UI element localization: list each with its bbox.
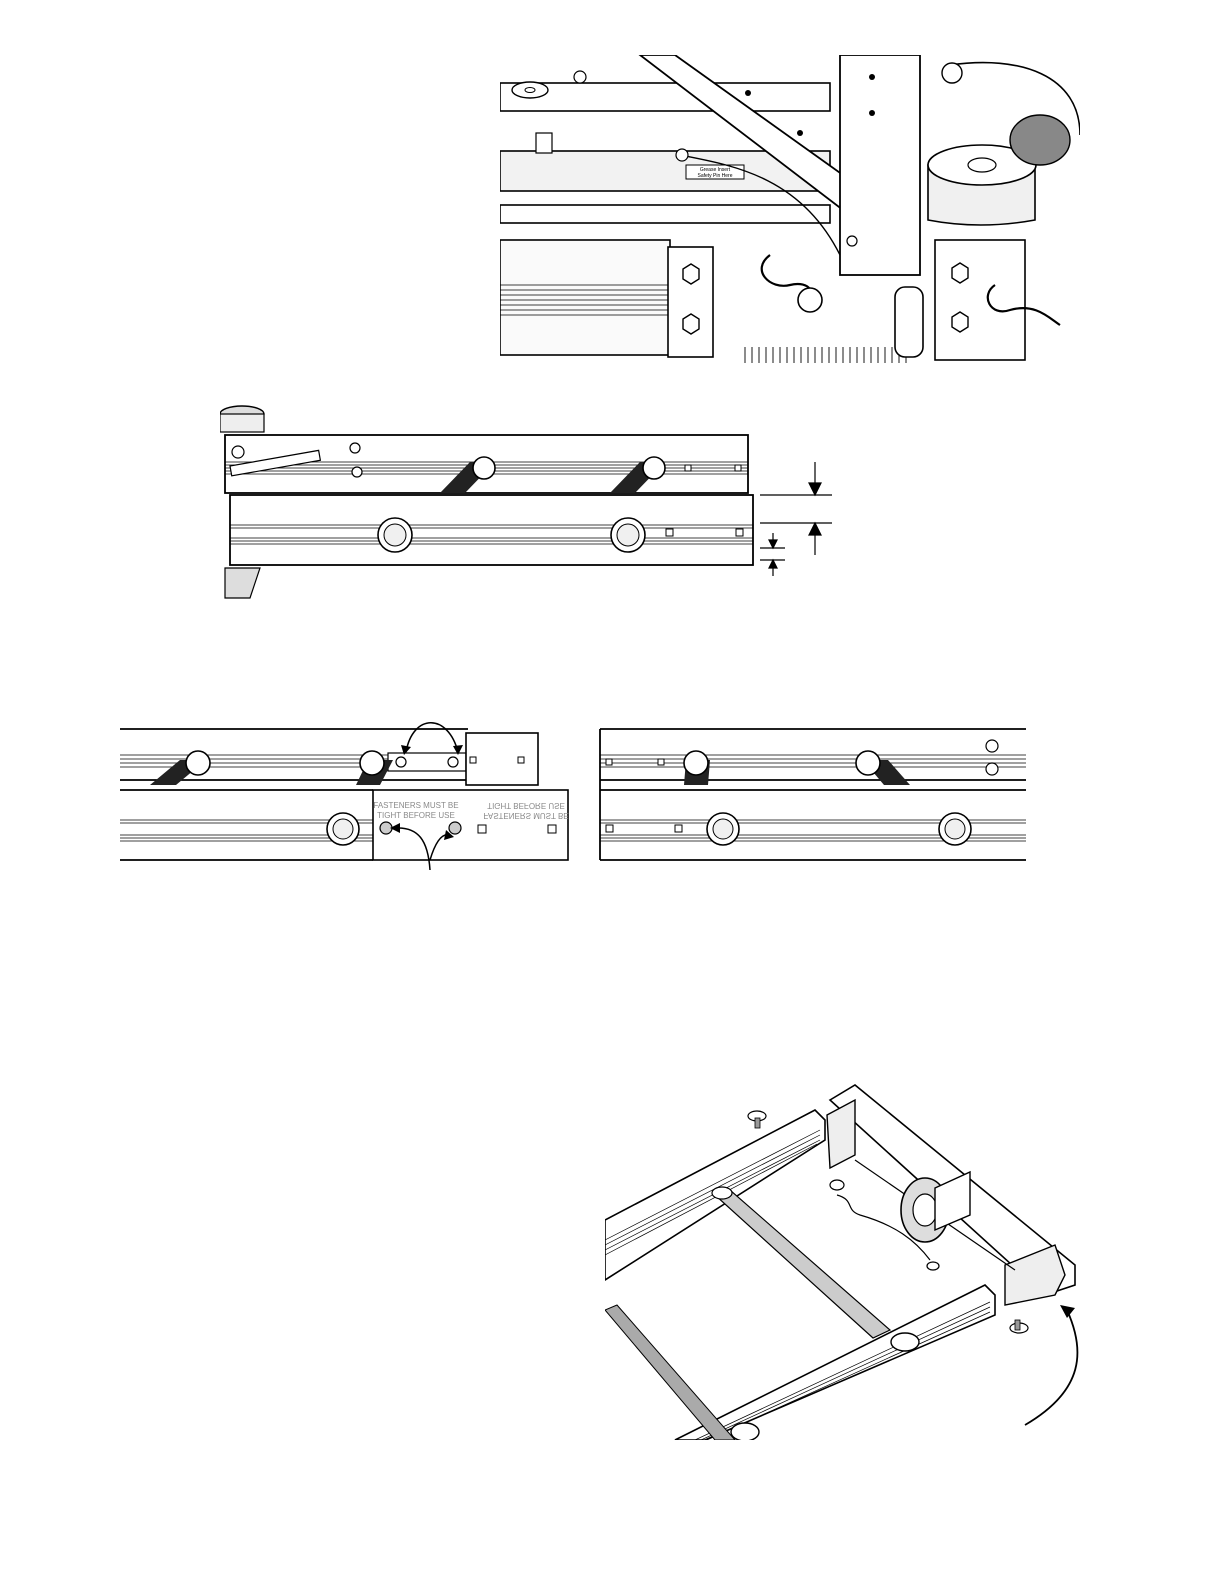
grease-fitting — [536, 133, 552, 153]
rail-measurement-illustration — [220, 400, 840, 605]
rung — [605, 1305, 735, 1440]
arrow-install — [1025, 1310, 1077, 1425]
fastener — [396, 757, 406, 767]
decal-mirror-text-line-2: TIGHT BEFORE USE — [487, 801, 565, 810]
rung — [715, 1190, 890, 1338]
figure-end-bracket — [605, 1080, 1090, 1440]
rail-splice-illustration — [118, 715, 1033, 870]
nut — [830, 1180, 844, 1190]
decal-mirror-text-line-1: FASTENERS MUST BE — [483, 811, 569, 820]
carriage-bolt — [748, 1111, 766, 1128]
label-line-2: Safety Pin Here — [697, 173, 733, 179]
splice-plate-upper — [466, 733, 538, 785]
hex-nut — [683, 314, 699, 334]
hex-nut — [952, 263, 968, 283]
figure-frame-closeup — [500, 55, 1080, 365]
cable-drum — [1010, 115, 1070, 165]
fastener — [449, 822, 461, 834]
side-plate-left — [827, 1100, 855, 1168]
lower-rail — [675, 1285, 995, 1440]
hex-nut — [683, 264, 699, 284]
dimension-marks — [760, 462, 832, 576]
decal-text-line-2: TIGHT BEFORE USE — [377, 811, 455, 820]
track-section — [500, 240, 670, 355]
lower-rail — [500, 205, 830, 223]
upper-rail — [500, 83, 830, 111]
arrow-tighten — [406, 723, 458, 752]
figure-rail-splice — [118, 715, 1033, 870]
carriage-bolt — [1010, 1320, 1028, 1333]
label-line-1: Grease Insert — [699, 167, 731, 173]
hex-nut — [952, 312, 968, 332]
fastener — [448, 757, 458, 767]
end-bracket-illustration — [605, 1080, 1090, 1440]
lower-rail — [230, 495, 753, 565]
nut — [927, 1262, 939, 1270]
figure-rail-measurement — [220, 400, 840, 605]
bracket-plate-right — [935, 240, 1025, 360]
frame-closeup-illustration — [500, 55, 1080, 365]
decal-text-line-1: FASTENERS MUST BE — [373, 801, 459, 810]
